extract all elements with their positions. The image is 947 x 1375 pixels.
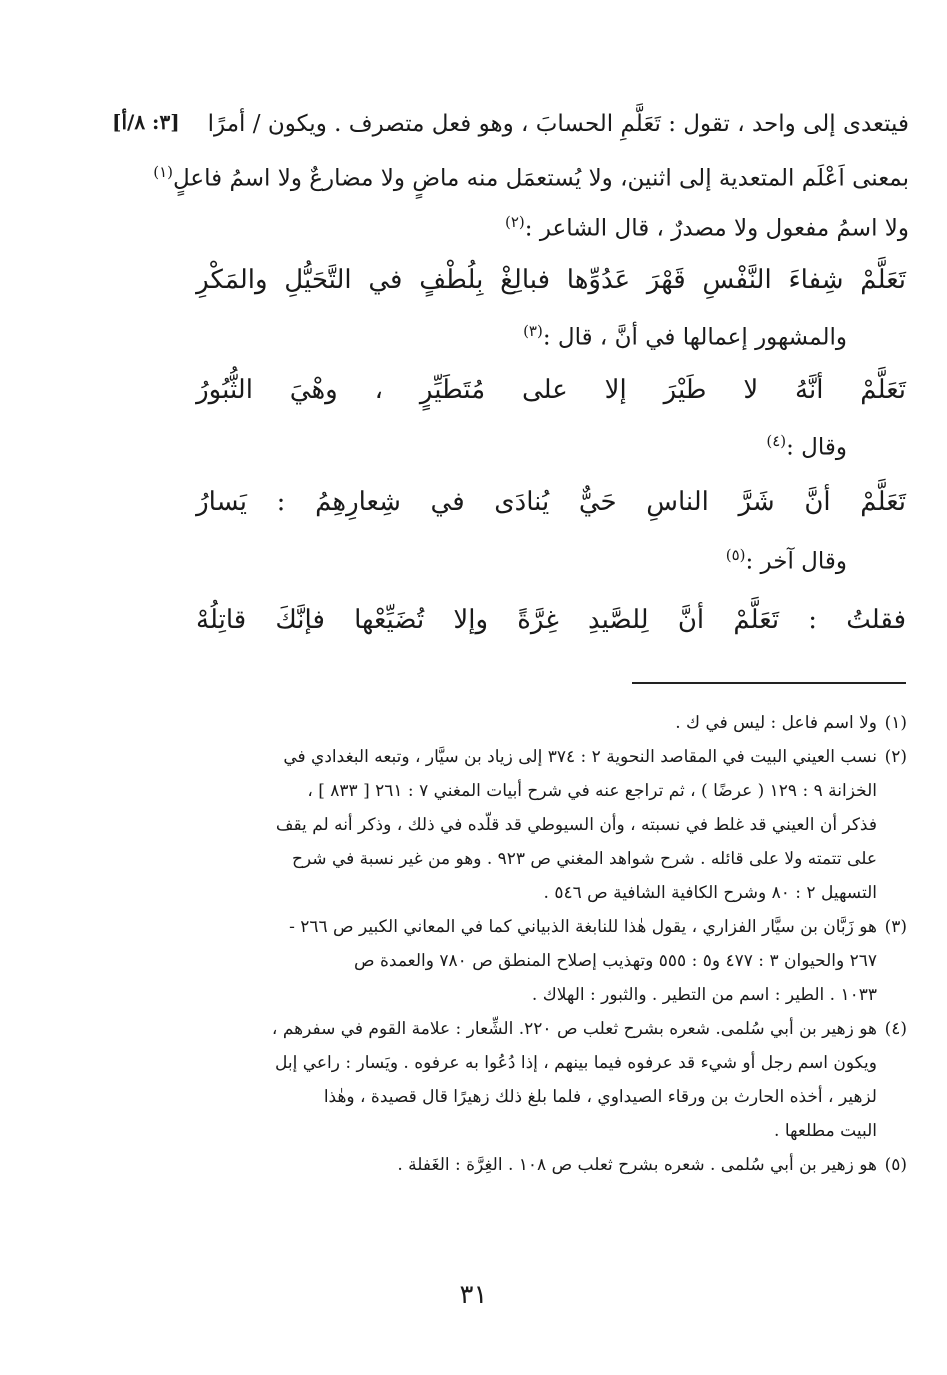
footnote-line: ويكون اسم رجل أو شيء قد عرفوه فيما بينهم ، إذا دُعُوا به عرفوه . ويَسار : راعي إبل (275, 1053, 877, 1073)
verse-word: على (522, 375, 568, 405)
verse-word: التَّحَيُّلِ (284, 265, 352, 295)
footnote-number: (٥) (884, 1155, 907, 1175)
footnote-marker-2[interactable]: (٢) (505, 213, 525, 231)
footnote-line: ٢٦٧ والحيوان ٣ : ٤٧٧ و٥ : ٥٥٥ وتهذيب إصلاح المنطق ص ٧٨٠ والعمدة ص (354, 951, 877, 971)
verse-word: قَهْرَ (646, 265, 686, 295)
verse-word: تَعَلَّمْ (860, 487, 906, 517)
verse-4 (196, 592, 906, 648)
verse-word: شَرَّ (738, 487, 775, 517)
verse-word: : (276, 487, 286, 517)
footnote-line: نسب العيني البيت في المقاصد النحوية ٢ : ٣٧٤ إلى زياد بن سيَّار ، وتبعه البغدادي في (283, 747, 877, 767)
verse-word: تَعَلَّمْ (860, 265, 906, 295)
verse-word: طَيْرَ (663, 375, 707, 405)
footnote-number: (١) (884, 713, 907, 733)
verse-word: يُنادَى (494, 487, 550, 517)
verse-word: في (368, 265, 403, 295)
verse-word: : (808, 605, 818, 635)
footnote-marker-5[interactable]: (٥) (725, 546, 746, 564)
footnote-line: على تتمته ولا على قائله . شرح شواهد المغني ص ٩٢٣ . وهو من غير نسبة في شرح (291, 849, 877, 869)
prose-line-1: فيتعدى إلى واحد ، تقول : تَعَلَّمِ الحسابَ ، وهو فعل متصرف . ويكون / أمرًا (207, 111, 909, 137)
footnote-number: (٤) (884, 1019, 907, 1039)
verse-word: غِرَّةً (517, 605, 559, 635)
verse-word: أنَّ (677, 605, 705, 635)
verse-word: وإلا (453, 605, 489, 635)
verse-word: قاتِلُهْ (196, 605, 247, 635)
verse-word: يَسارُ (196, 487, 248, 517)
footnotes (177, 706, 907, 1182)
verse-intro-4: وقال آخر :$^{(٥)}$ (725, 546, 847, 575)
verse-word: حَيٌّ (578, 487, 617, 517)
footnote-marker-3[interactable]: (٣) (523, 322, 543, 340)
page-number: ٣١ (459, 1280, 488, 1310)
prose-line-2: بمعنى اَعْلَم المتعدية إلى اثنين، ولا يُستعمَل منه ماضٍ ولا مضارعٌ ولا اسمُ فاعلٍ$^{(١)}$ (153, 163, 909, 192)
verse-2 (196, 362, 906, 418)
verse-word: عَدُوِّها (566, 265, 631, 295)
verse-word: تَعَلَّمْ (860, 375, 906, 405)
manuscript-folio-reference: [٣: ٨/أ] (112, 110, 180, 134)
verse-word: النَّفْسِ (702, 265, 772, 295)
verse-word: فبالِغْ (500, 265, 551, 295)
footnote-line: ١٠٣٣ . الطير : اسم من التطير . والثبور : الهلاك . (531, 985, 877, 1005)
verse-word: إلا (604, 375, 627, 405)
verse-word: الناسِ (646, 487, 709, 517)
verse-word: أنَّ (804, 487, 831, 517)
verse-word: فقلتُ (846, 605, 906, 635)
footnote-4 (177, 1012, 907, 1148)
footnote-number: (٢) (884, 747, 907, 767)
verse-word: وهْيَ (289, 375, 338, 405)
verse-word: مُتَطَيِّرٍ (419, 375, 486, 405)
verse-word: شِفاءَ (788, 265, 844, 295)
verse-intro-3: وقال :$^{(٤)}$ (766, 432, 847, 461)
verse-3 (196, 474, 906, 530)
verse-word: شِعارِهِمُ (315, 487, 401, 517)
verse-word: ، (374, 375, 383, 405)
verse-word: والمَكْرِ (196, 265, 268, 295)
footnote-marker-1[interactable]: (١) (153, 163, 174, 181)
verse-word: فإنَّكَ (275, 605, 325, 635)
footnote-2 (177, 740, 907, 910)
footnote-line: هو زهير بن أبي سُلمى. شعره بشرح ثعلب ص ٢٢٠. الشِّعار : علامة القوم في سفرهم ، (271, 1019, 877, 1039)
verse-word: تُضَيِّعْها (354, 605, 425, 635)
footnote-line: هو زَبَّان بن سيَّار الفزاري ، يقول هٰذا للنابغة الذبياني كما في المعاني الكبير ص ٢٦٦ - (289, 917, 877, 937)
footnote-line: التسهيل ٢ : ٨٠ وشرح الكافية الشافية ص ٥٤٦ . (543, 883, 877, 903)
prose-line-3: ولا اسمُ مفعول ولا مصدرٌ ، قال الشاعر :$^{(٢)}$ (505, 213, 909, 242)
footnote-number: (٣) (884, 917, 907, 937)
footnote-separator (632, 682, 906, 684)
verse-word: الثُّبُورُ (196, 375, 253, 405)
footnote-5 (177, 1148, 907, 1182)
verse-word: أنَّهُ (795, 375, 824, 405)
footnote-line: ولا اسم فاعل : ليس في ك . (675, 713, 877, 733)
verse-1 (196, 252, 906, 308)
verse-intro-2: والمشهور إعمالها في أنَّ ، قال :$^{(٣)}$ (523, 322, 847, 351)
verse-word: بِلُطْفٍ (419, 265, 484, 295)
verse-word: تَعَلَّمْ (733, 605, 780, 635)
footnote-1 (177, 706, 907, 740)
footnote-line: البيت مطلعها . (774, 1121, 877, 1141)
footnote-marker-4[interactable]: (٤) (766, 432, 787, 450)
footnote-3 (177, 910, 907, 1012)
footnote-line: فذكر أن العيني قد غلط في نسبته ، وأن السيوطي قد قلّده في ذلك ، وذكر أنه لم يقف (275, 815, 877, 835)
footnote-line: لزهير ، أخذه الحارث بن ورقاء الصيداوي ، فلما بلغ ذلك زهيرًا قال قصيدة ، وهٰذا (323, 1087, 877, 1107)
footnote-line: الخزانة ٩ : ١٢٩ ( عرضًا ) ، ثم تراجع عنه في شرح أبيات المغني ٧ : ٢٦١ [ ٨٣٣ ] ، (307, 781, 877, 801)
footnote-line: هو زهير بن أبي سُلمى . شعره بشرح ثعلب ص ١٠٨ . الغِرَّة : الغَفلة . (397, 1155, 877, 1175)
verse-word: لِلصَّيدِ (588, 605, 649, 635)
verse-word: لا (743, 375, 759, 405)
verse-word: في (430, 487, 465, 517)
